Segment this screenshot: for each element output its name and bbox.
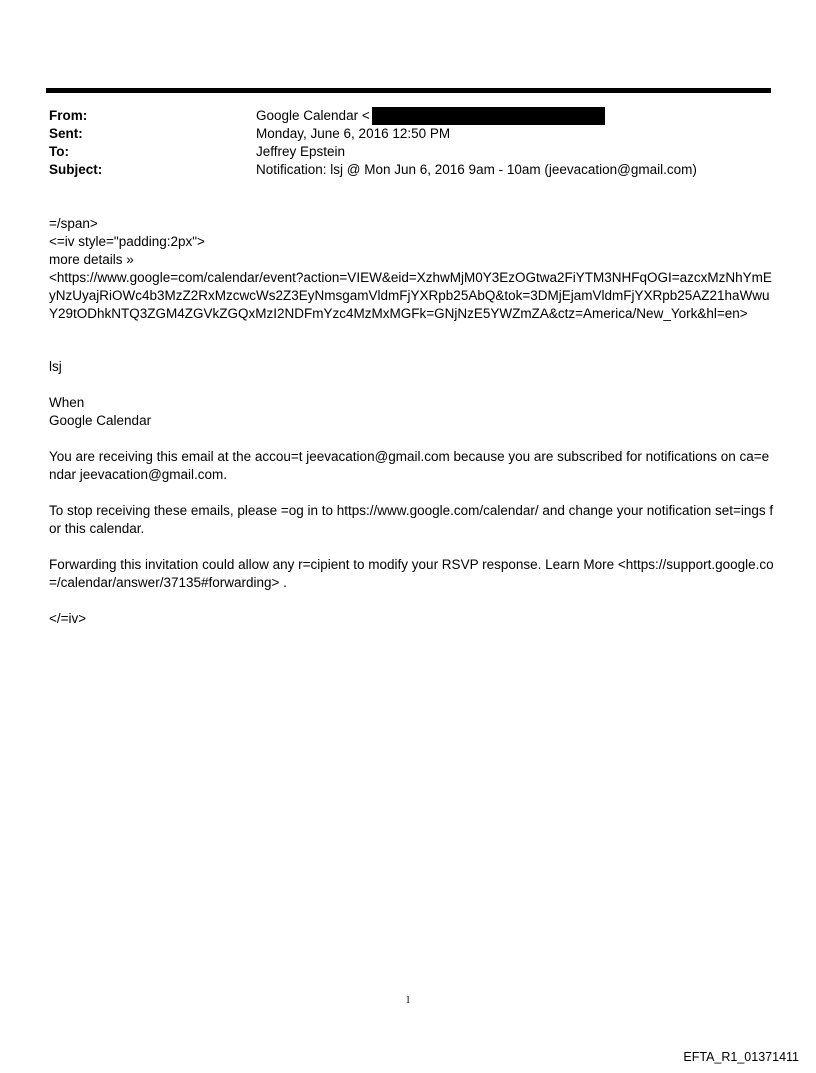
to-value: Jeffrey Epstein	[256, 144, 346, 159]
redaction-bar	[372, 107, 605, 125]
closing-tag: </=iv>	[49, 611, 87, 626]
subject-label: Subject:	[49, 162, 103, 177]
calendar-label: Google Calendar	[49, 413, 152, 428]
subject-value: Notification: lsj @ Mon Jun 6, 2016 9am - 10am (jeevacation@gmail.com)	[256, 162, 697, 177]
to-label: To:	[49, 144, 69, 159]
from-text: Google Calendar <	[256, 108, 370, 123]
notice-subscription: You are receiving this email at the accou=t jeevacation@gmail.com because you are subscribed for notifications on ca=endar jeevacation@gmail.com.	[49, 449, 770, 482]
body-line: more details »	[49, 252, 134, 267]
from-label: From:	[49, 108, 88, 123]
from-value	[256, 107, 605, 125]
notice-unsubscribe: To stop receiving these emails, please =og in to https://www.google.com/calendar/ and change your notification set=ings for this calendar.	[49, 503, 774, 536]
sent-value: Monday, June 6, 2016 12:50 PM	[256, 126, 451, 141]
event-link[interactable]: <https://www.google=com/calendar/event?action=VIEW&eid=XzhwMjM0Y3EzOGtwa2FiYTM3NHFqOGI=azcxMzNhYmEyNzUyajRiOWc4b3MzZ2RxMzcwcWs2Z3EyNmsgamVldmFjYXRpb25AbQ&tok=3DMjEjamVldmFjYXRpb25AZ21haWwuY29tODhkNTQ3ZGM4ZGVkZGQxMzI2NDFmYzc4MzMxMGFk=GNjNzE5YWZmZA&ctz=America/New_York&hl=en>	[49, 270, 772, 321]
event-section	[49, 358, 774, 628]
event-title: lsj	[49, 359, 62, 374]
sent-label: Sent:	[49, 126, 83, 141]
body-line: <=iv style="padding:2px">	[49, 234, 205, 249]
when-label: When	[49, 395, 85, 410]
email-body	[49, 215, 774, 323]
header-rule	[46, 88, 771, 93]
body-line: =/span>	[49, 216, 98, 231]
bates-number: EFTA_R1_01371411	[683, 1050, 799, 1064]
page-number: 1	[405, 995, 411, 1006]
notice-forwarding: Forwarding this invitation could allow any r=cipient to modify your RSVP response. Learn More <https://support.google.co=/calendar/answer/37135#forwarding> .	[49, 557, 774, 590]
